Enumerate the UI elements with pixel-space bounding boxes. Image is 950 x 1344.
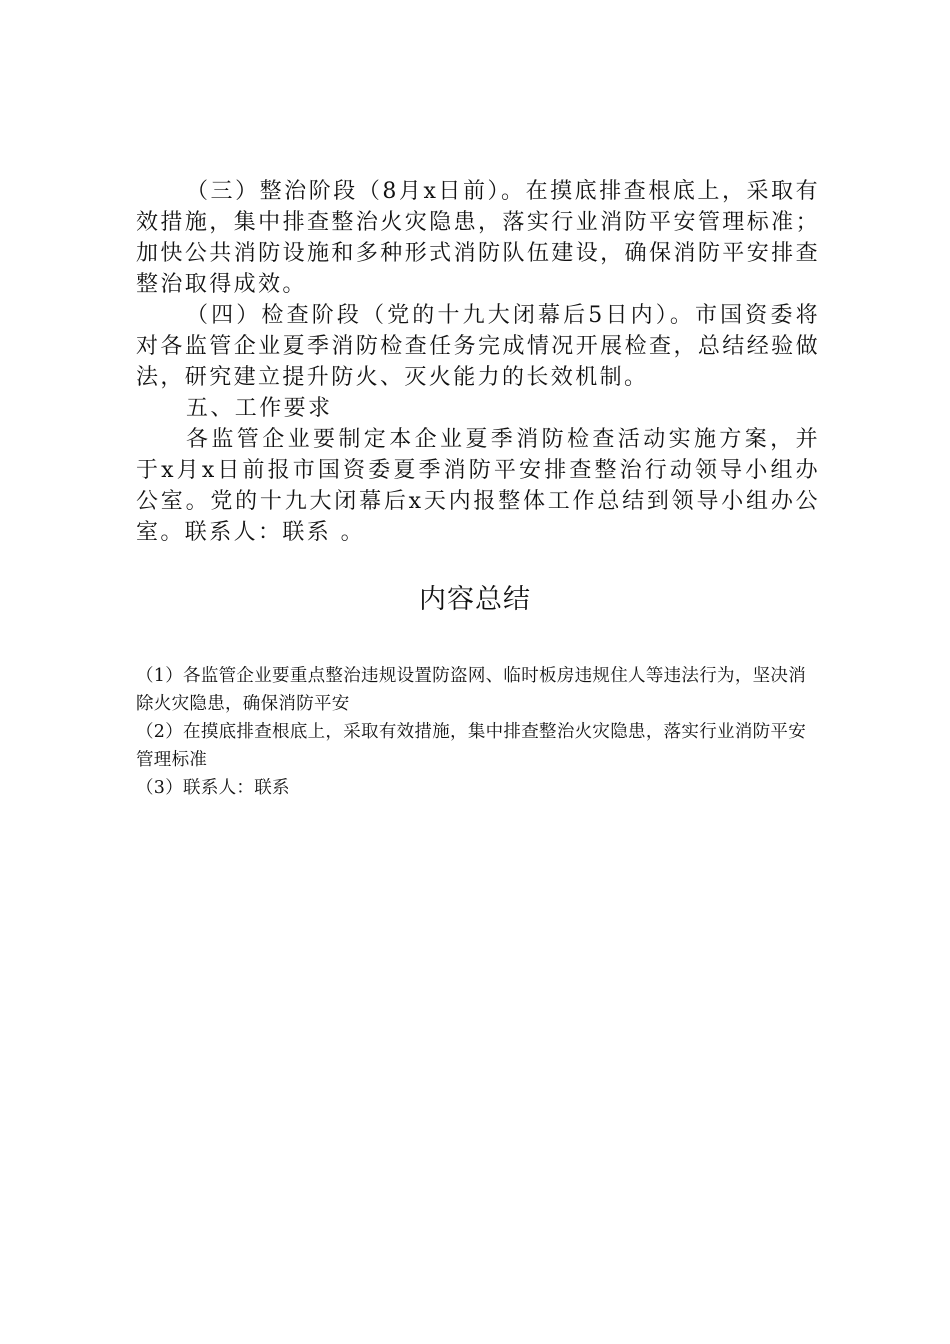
summary-item-1: （1）各监管企业要重点整治违规设置防盗网、临时板房违规住人等违法行为，坚决消除火灾隐患，确保消防平安: [136, 666, 807, 714]
paragraph-work-requirements: 各监管企业要制定本企业夏季消防检查活动实施方案，并于x月x日前报市国资委夏季消防平安排查整治行动领导小组办公室。党的十九大闭幕后x天内报整体工作总结到领导小组办公室。联系人：联系 。: [136, 427, 820, 545]
summary-title: 内容总结: [419, 584, 531, 615]
summary-item-3: （3）联系人：联系: [136, 778, 290, 798]
document-body: [136, 176, 820, 548]
section-heading-work-requirements: 五、工作要求: [186, 396, 333, 421]
summary-list: [136, 662, 820, 802]
paragraph-rectification-stage: （三）整治阶段（8月x日前）。在摸底排查根底上，采取有效措施，集中排查整治火灾隐患，落实行业消防平安管理标准；加快公共消防设施和多种形式消防队伍建设，确保消防平安排查整治取得成效。: [136, 179, 820, 297]
summary-item-2: （2）在摸底排查根底上，采取有效措施，集中排查整治火灾隐患，落实行业消防平安管理标准: [136, 722, 807, 770]
paragraph-inspection-stage: （四）检查阶段（党的十九大闭幕后5日内）。市国资委将对各监管企业夏季消防检查任务完成情况开展检查，总结经验做法，研究建立提升防火、灭火能力的长效机制。: [136, 303, 820, 390]
